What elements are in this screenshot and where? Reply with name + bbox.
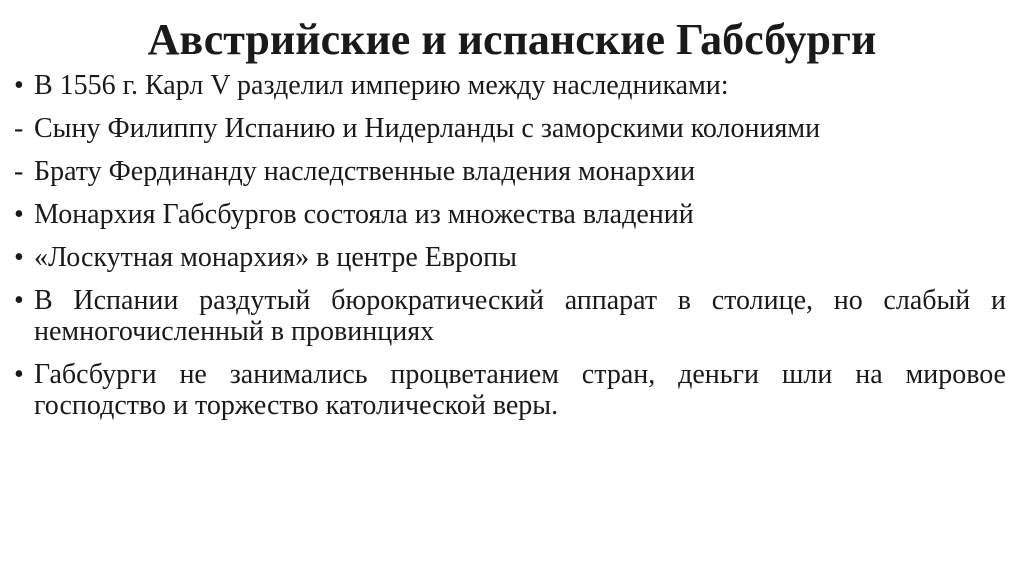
bullet-marker: • xyxy=(14,242,24,273)
bullet-list xyxy=(14,70,1006,433)
list-item-text: Габсбурги не занимались процветанием стран, деньги шли на мировое господство и торжество католической веры. xyxy=(34,359,1006,421)
dash-marker: - xyxy=(14,113,24,144)
bullet-marker: • xyxy=(14,285,24,316)
list-item-text: «Лоскутная монархия» в центре Европы xyxy=(34,242,517,273)
list-item-text: Брату Фердинанду наследственные владения монархии xyxy=(34,156,696,187)
list-item xyxy=(14,199,1006,230)
list-item-text: Монархия Габсбургов состояла из множества владений xyxy=(34,199,694,230)
dash-marker: - xyxy=(14,156,24,187)
bullet-marker: • xyxy=(14,70,24,101)
list-item xyxy=(14,242,1006,273)
list-item xyxy=(14,156,1006,187)
list-item xyxy=(14,285,1006,347)
list-item xyxy=(14,113,1006,144)
bullet-marker: • xyxy=(14,199,24,230)
list-item-text: Сыну Филиппу Испанию и Нидерланды с заморскими колониями xyxy=(34,113,821,144)
list-item xyxy=(14,70,1006,101)
list-item-text: В Испании раздутый бюрократический аппарат в столице, но слабый и немногочисленный в провинциях xyxy=(34,285,1006,347)
list-item xyxy=(14,359,1006,421)
bullet-marker: • xyxy=(14,359,24,390)
list-item-text: В 1556 г. Карл V разделил империю между наследниками: xyxy=(34,70,729,101)
slide-title: Австрийские и испанские Габсбурги xyxy=(147,15,877,64)
